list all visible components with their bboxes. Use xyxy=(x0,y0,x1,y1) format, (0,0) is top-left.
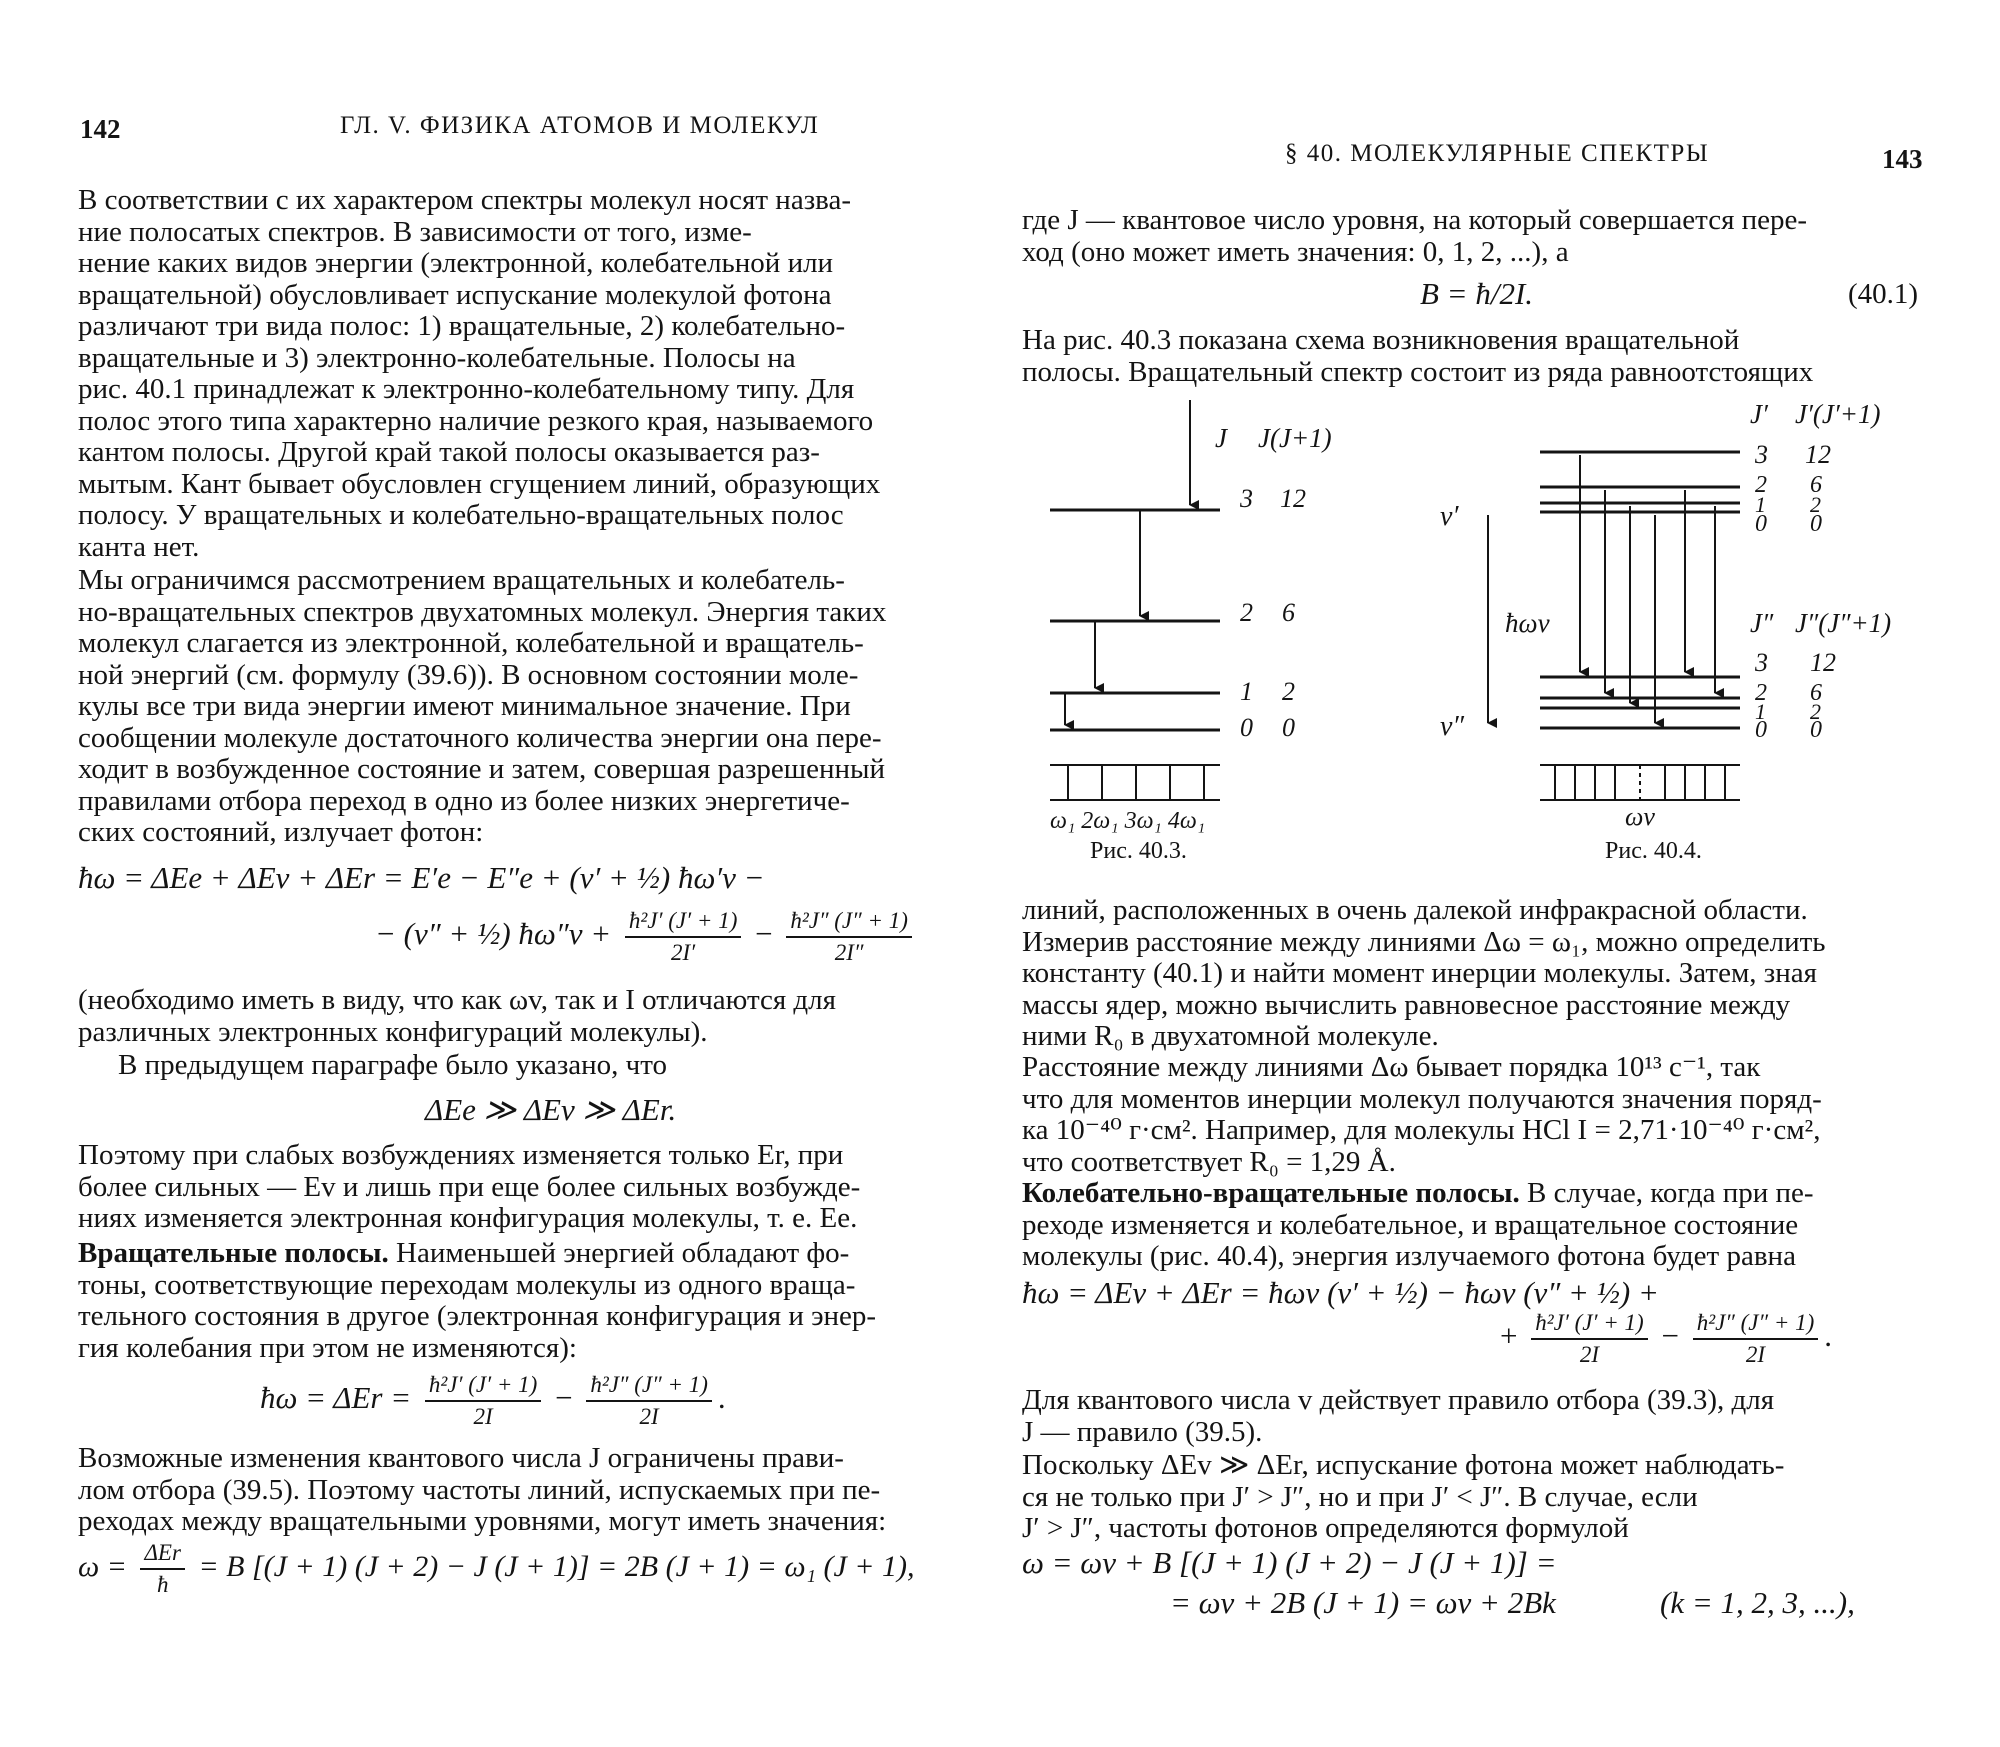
equation-number: (40.1) xyxy=(1848,278,1919,310)
figure-caption: Рис. 40.3. xyxy=(1090,838,1187,864)
svg-text:3: 3 xyxy=(1755,440,1768,469)
equation-photon-energy-line2: − (v″ + ½) ħω″v + $\frac{\text{ħ²J′ (J′ + 1)}}{2I'}$ − $\frac{\text{ħ²J″ (J″ + 1)}}{2I''}$ xyxy=(375,908,918,966)
svg-text:1: 1 xyxy=(1240,677,1253,706)
paragraph-4: Расстояние между линиями Δω бывает порядка 10¹³ с⁻¹, так что для моментов инерции молекул получаются значения поряд- ка 10⁻⁴⁰ г·см². Например, для молекулы HCl I = 2,71·10⁻⁴⁰ г·см², что соответствует R₀ = 1,29 Å. xyxy=(1022,1051,1822,1178)
equation-vibrational-rotational-line1: ħω = ΔEv + ΔEr = ħωv (v′ + ½) − ħωv (v″ + ½) + xyxy=(1022,1275,1659,1310)
paragraph-1: где J — квантовое число уровня, на который совершается пере- ход (оно может иметь значения: 0, 1, 2, ...), а xyxy=(1022,204,1808,268)
svg-text:0: 0 xyxy=(1755,511,1767,537)
equation-energy-order: ΔEe ≫ ΔEv ≫ ΔEr. xyxy=(425,1092,677,1127)
equation-photon-frequency-line2: = ωv + 2B (J + 1) = ωv + 2Bk xyxy=(1170,1585,1556,1620)
svg-text:1: 1 xyxy=(1755,699,1766,724)
fraction: $\frac{\text{ħ²J′ (J′ + 1)}}{2I}$ xyxy=(425,1372,541,1430)
fraction: $\frac{\text{ħ²J″ (J″ + 1)}}{2I''}$ xyxy=(786,908,912,966)
paragraph-6: Вращательные полосы. Наименьшей энергией обладают фо- тоны, соответствующие переходам молекулы из одного враща- тельного состояния в другое (электронная конфигурация и энер- гия колебания при этом не изменяются): xyxy=(78,1237,877,1364)
paragraph-2: На рис. 40.3 показана схема возникновения вращательной полосы. Вращательный спектр состоит из ряда равноотстоящих xyxy=(1022,324,1814,388)
equation-vibrational-rotational-line2: + $\frac{\text{ħ²J′ (J′ + 1)}}{2I}$ − $\frac{\text{ħ²J″ (J″ + 1)}}{2I}$ . xyxy=(1500,1310,1832,1367)
svg-text:2: 2 xyxy=(1282,677,1295,706)
equation-photon-energy-line1: ħω = ΔEe + ΔEv + ΔEr = E′e − E″e + (v′ + ½) ħω′v − xyxy=(78,860,765,895)
lower-state-label: v″ xyxy=(1440,711,1465,742)
svg-text:2: 2 xyxy=(1810,699,1821,724)
svg-text:2: 2 xyxy=(1755,680,1767,706)
figure-caption: Рис. 40.4. xyxy=(1605,838,1702,864)
paragraph-1: В соответствии с их характером спектры молекул носят назва- ние полосатых спектров. В зависимости от того, изме- нение каких видов энергии (электронной, колебательной или вращательной) обусловливает испускание молекулой фотона различают три вида полос: 1) вращательные, 2) колебательно- вращательные и 3) электронно-колебательные. Полосы на рис. 40.1 принадлежат к электронно-колебательному типу. Для полос этого типа характерно наличие резкого края, называемого кантом полосы. Другой край такой полосы оказывается раз- мытым. Кант бывает обусловлен сгущением линий, образующих полосу. У вращательных и колебательно-вращательных полос канта нет. xyxy=(78,184,881,563)
svg-text:2: 2 xyxy=(1240,598,1253,627)
running-head: § 40. МОЛЕКУЛЯРНЫЕ СПЕКТРЫ xyxy=(1285,140,1710,167)
section-heading: Колебательно-вращательные полосы. xyxy=(1022,1177,1520,1209)
equation-rotational: ħω = ΔEr = $\frac{\text{ħ²J′ (J′ + 1)}}{2I}$ − $\frac{\text{ħ²J″ (J″ + 1)}}{2I}$ . xyxy=(260,1372,726,1429)
column-label-j: J xyxy=(1215,423,1227,453)
svg-text:1: 1 xyxy=(1755,492,1766,517)
svg-text:0: 0 xyxy=(1810,511,1822,537)
figure-40-4 xyxy=(1420,395,1960,835)
spectrum-label: ω₁ 2ω₁ 3ω₁ 4ω₁ xyxy=(1050,808,1206,834)
rotational-levels-diagram xyxy=(1020,395,1340,875)
svg-text:6: 6 xyxy=(1810,680,1822,706)
equation-photon-frequency-line1: ω = ωv + B [(J + 1) (J + 2) − J (J + 1)] = xyxy=(1022,1545,1557,1580)
column-label-jj: J(J+1) xyxy=(1258,423,1332,453)
paragraph-3: (необходимо иметь в виду, что как ωv, так и I отличаются для различных электронных конфигураций молекулы). xyxy=(78,984,836,1048)
upper-state-label: v′ xyxy=(1440,501,1459,532)
svg-text:0: 0 xyxy=(1810,717,1822,743)
svg-text:0: 0 xyxy=(1282,713,1295,742)
paragraph-4: В предыдущем параграфе было указано, что xyxy=(118,1049,668,1081)
svg-text:0: 0 xyxy=(1240,713,1253,742)
paragraph-3: линий, расположенных в очень далекой инфракрасной области. Измерив расстояние между линиями Δω = ω₁, можно определить константу (40.1) и найти момент инерции молекулы. Затем, зная массы ядер, можно вычислить равновесное расстояние между ними R₀ в двухатомной молекуле. xyxy=(1022,894,1826,1052)
fraction: $\frac{\text{ħ²J″ (J″ + 1)}}{2I}$ xyxy=(586,1372,712,1430)
svg-text:12: 12 xyxy=(1805,440,1831,469)
fraction: $\frac{\text{ħ²J″ (J″ + 1)}}{2I}$ xyxy=(1693,1310,1819,1368)
section-heading: Вращательные полосы. xyxy=(78,1237,389,1269)
equation-k-range: (k = 1, 2, 3, ...), xyxy=(1660,1585,1855,1620)
right-page xyxy=(1000,0,2000,1747)
svg-text:3: 3 xyxy=(1240,484,1253,513)
equation-line-frequencies: ω = $\frac{\text{ΔEr}}{ħ}$ = B [(J + 1) (J + 2) − J (J + 1)] = 2B (J + 1) = ω₁ (J + 1), xyxy=(78,1540,915,1597)
paragraph-7: Поскольку ΔEv ≫ ΔEr, испускание фотона может наблюдать- ся не только при J′ > J″, но и при J′ < J″. В случае, если J′ > J″, частоты фотонов определяются формулой xyxy=(1022,1449,1785,1544)
svg-text:6: 6 xyxy=(1810,472,1822,498)
svg-text:J″: J″ xyxy=(1750,608,1774,638)
svg-text:2: 2 xyxy=(1755,472,1767,498)
transition-label: ħωv xyxy=(1505,608,1550,638)
running-head: ГЛ. V. ФИЗИКА АТОМОВ И МОЛЕКУЛ xyxy=(340,112,820,139)
svg-text:12: 12 xyxy=(1280,484,1306,513)
figure-40-3 xyxy=(1020,395,1340,875)
fraction: $\frac{\text{ħ²J′ (J′ + 1)}}{2I}$ xyxy=(1531,1310,1647,1368)
paragraph-2: Мы ограничимся рассмотрением вращательных и колебатель- но-вращательных спектров двухатомных молекул. Энергия таких молекул слагается из электронной, колебательной и вращатель- ной энергий (см. формулу (39.6)). В основном состоянии моле- кулы все три вида энергии имеют минимальное значение. При сообщении молекуле достаточного количества энергии она пере- ходит в возбужденное состояние и затем, совершая разрешенный правилами отбора переход в одно из более низких энергетиче- ских состояний, излучает фотон: xyxy=(78,564,887,848)
svg-text:0: 0 xyxy=(1755,717,1767,743)
page-number: 143 xyxy=(1882,144,1923,174)
paragraph-7: Возможные изменения квантового числа J ограничены прави- лом отбора (39.5). Поэтому частоты линий, испускаемых при пе- реходах между вращательными уровнями, могут иметь значения: xyxy=(78,1442,887,1537)
fraction: $\frac{\text{ΔEr}}{ħ}$ xyxy=(140,1540,185,1598)
spectrum-label: ωv xyxy=(1625,802,1655,831)
paragraph-5: Колебательно-вращательные полосы. В случае, когда при пе- реходе изменяется и колебательное, и вращательное состояние молекулы (рис. 40.4), энергия излучаемого фотона будет равна xyxy=(1022,1177,1814,1272)
paragraph-5: Поэтому при слабых возбуждениях изменяется только Er, при более сильных — Ev и лишь при еще более сильных возбужде- ниях изменяется электронная конфигурация молекулы, т. е. Ee. xyxy=(78,1139,861,1234)
vibrational-rotational-diagram xyxy=(1420,395,1960,835)
svg-text:2: 2 xyxy=(1810,492,1821,517)
paragraph-6: Для квантового числа v действует правило отбора (39.3), для J — правило (39.5). xyxy=(1022,1384,1775,1448)
svg-text:12: 12 xyxy=(1810,648,1836,677)
fraction: $\frac{\text{ħ²J′ (J′ + 1)}}{2I'}$ xyxy=(625,908,741,966)
svg-text:J″(J″+1): J″(J″+1) xyxy=(1795,608,1892,638)
page-number: 142 xyxy=(80,114,121,144)
svg-text:3: 3 xyxy=(1755,648,1768,677)
equation-rotational-constant: B = ħ/2I. xyxy=(1420,276,1534,311)
svg-text:J′: J′ xyxy=(1750,399,1768,429)
svg-text:J′(J′+1): J′(J′+1) xyxy=(1795,399,1881,429)
svg-text:6: 6 xyxy=(1282,598,1295,627)
